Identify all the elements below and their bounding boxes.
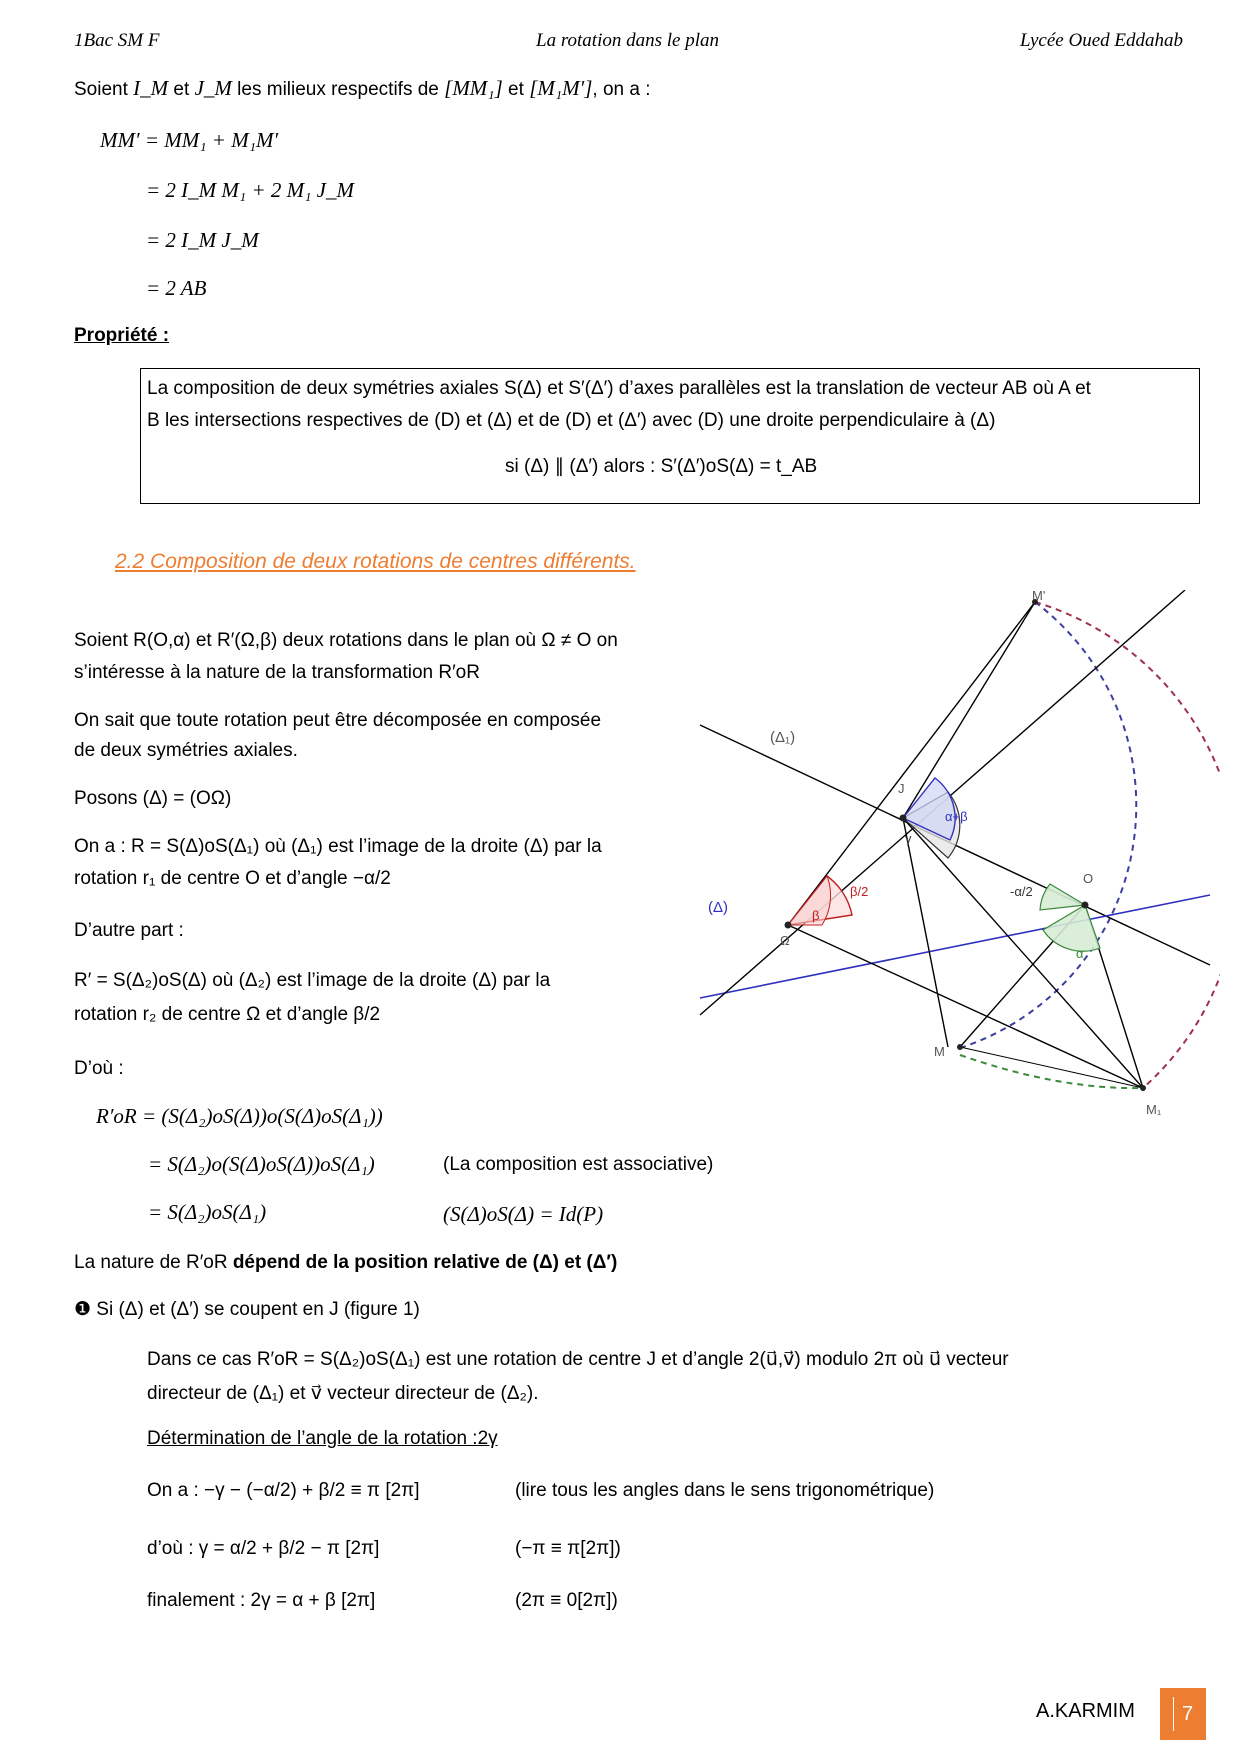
label-delta: (Δ) <box>708 899 729 916</box>
segment-m-m1 <box>960 1047 1143 1088</box>
angle-minus-alpha-half <box>1040 884 1085 910</box>
intro-text: et <box>168 79 195 100</box>
point-j <box>900 815 907 822</box>
label-m1: M₁ <box>1146 1102 1162 1117</box>
label-delta1: (Δ₁) <box>770 729 796 746</box>
relation-3-note: (2π ≡ 0[2π]) <box>515 1590 618 1611</box>
case-1-line-2: directeur de (Δ₁) et v⃗ vecteur directeur de (Δ₂). <box>147 1383 539 1404</box>
point-omega <box>785 922 792 929</box>
para-7: D’où : <box>74 1058 124 1079</box>
angle-beta <box>788 876 831 925</box>
property-title: Propriété : <box>74 325 170 346</box>
intro-math: J_M <box>194 76 232 100</box>
case-1-line-1: Dans ce cas R′oR = S(Δ₂)oS(Δ₁) est une rotation de centre J et d’angle 2(u⃗,v⃗) modulo 2π où u⃗ vecteur <box>147 1349 1009 1370</box>
nature-text: La nature de R′oR <box>74 1252 233 1273</box>
segment-omega-mprime <box>788 602 1035 925</box>
intro-text: , on a : <box>592 79 651 100</box>
label-alpha-beta: α+β <box>945 809 968 824</box>
composition-eq-2: = S(Δ₂)o(S(Δ)oS(Δ))oS(Δ₁) <box>148 1152 375 1176</box>
intro-line <box>74 76 651 101</box>
label-m: M <box>934 1044 945 1059</box>
page-number-box <box>1160 1688 1206 1740</box>
property-formula: si (Δ) ∥ (Δ′) alors : S′(Δ′)oS(Δ) = t_AB <box>505 456 818 477</box>
rotation-figure <box>690 590 1220 1140</box>
equation-4: = 2 AB <box>146 276 207 300</box>
header-right: Lycée Oued Eddahab <box>1020 30 1183 51</box>
para-6-line-2: rotation r₂ de centre Ω et d’angle β/2 <box>74 1004 381 1025</box>
label-alpha: α <box>1076 946 1084 961</box>
intro-math: I_M <box>133 76 169 100</box>
para-4-line-1: On a : R = S(Δ)oS(Δ₁) où (Δ₁) est l’image de la droite (Δ) par la <box>74 836 602 857</box>
label-omega: Ω <box>780 933 790 948</box>
intro-math: [M₁M′] <box>529 76 593 100</box>
composition-eq-3-note: (S(Δ)oS(Δ) = Id(P) <box>443 1202 604 1226</box>
intro-text: et <box>502 79 530 100</box>
section-title: 2.2 Composition de deux rotations de centres différents. <box>115 550 636 573</box>
label-o: O <box>1083 871 1094 886</box>
equation-2: = 2 I_M M₁ + 2 M₁ J_M <box>146 178 354 202</box>
property-line-2: B les intersections respectives de (D) et (Δ) et de (D) et (Δ′) avec (D) une droite perpendiculaire à (Δ) <box>147 410 996 431</box>
composition-eq-1: R′oR = (S(Δ₂)oS(Δ))o(S(Δ)oS(Δ₁)) <box>96 1104 383 1128</box>
relation-3: finalement : 2γ = α + β [2π] <box>147 1590 376 1611</box>
para-2-line-1: On sait que toute rotation peut être décomposée en composée <box>74 710 602 731</box>
line-delta <box>700 895 1210 998</box>
label-gamma: γ <box>905 831 912 846</box>
arc-m-m1 <box>960 1055 1143 1088</box>
composition-eq-3: = S(Δ₂)oS(Δ₁) <box>148 1200 267 1224</box>
intro-math: [MM₁] <box>444 76 503 100</box>
header-title: La rotation dans le plan <box>536 30 719 51</box>
relation-2-note: (−π ≡ π[2π]) <box>515 1538 621 1559</box>
relation-1: On a : −γ − (−α/2) + β/2 ≡ π [2π] <box>147 1480 420 1501</box>
footer-author: A.KARMIM <box>1036 1700 1135 1722</box>
para-1-line-2: s’intéresse à la nature de la transformation R′oR <box>74 662 480 683</box>
relation-2: d’où : γ = α/2 + β/2 − π [2π] <box>147 1538 380 1559</box>
point-o <box>1082 902 1089 909</box>
arc-mprime-m1 <box>1035 602 1220 1088</box>
nature-line <box>74 1252 617 1274</box>
point-m1 <box>1140 1085 1146 1091</box>
property-line-1: La composition de deux symétries axiales S(Δ) et S′(Δ′) d’axes parallèles est la translation de vecteur AB où A et <box>147 378 1091 399</box>
composition-eq-2-note: (La composition est associative) <box>443 1154 714 1175</box>
label-minus-alpha-half: -α/2 <box>1010 884 1033 899</box>
para-4-line-2: rotation r₁ de centre O et d’angle −α/2 <box>74 868 391 889</box>
segment-j-mprime <box>903 602 1035 818</box>
para-6-line-1: R′ = S(Δ₂)oS(Δ) où (Δ₂) est l’image de la droite (Δ) par la <box>74 970 551 991</box>
point-m <box>957 1044 963 1050</box>
label-beta: β <box>812 908 820 923</box>
page-number: 7 <box>1173 1697 1193 1731</box>
angle-determination-title: Détermination de l’angle de la rotation :2γ <box>147 1428 498 1449</box>
para-5: D’autre part : <box>74 920 184 941</box>
equation-1: MM′ = MM₁ + M₁M′ <box>100 128 279 152</box>
intro-text: Soient <box>74 79 134 100</box>
label-beta-half: β/2 <box>850 884 869 899</box>
case-1: ❶ Si (Δ) et (Δ′) se coupent en J (figure 1) <box>74 1299 420 1320</box>
equation-3: = 2 I_M J_M <box>146 228 259 252</box>
para-2-line-2: de deux symétries axiales. <box>74 740 298 761</box>
label-j: J <box>898 781 905 796</box>
angle-alpha <box>1043 905 1100 951</box>
para-3: Posons (Δ) = (OΩ) <box>74 788 232 809</box>
label-mprime: M' <box>1032 590 1046 603</box>
header-left: 1Bac SM F <box>74 30 160 51</box>
intro-text: les milieux respectifs de <box>231 79 445 100</box>
nature-bold: dépend de la position relative de (Δ) et (Δ′) <box>232 1252 618 1273</box>
para-1-line-1: Soient R(O,α) et R′(Ω,β) deux rotations dans le plan où Ω ≠ O on <box>74 630 618 651</box>
relation-1-note: (lire tous les angles dans le sens trigonométrique) <box>515 1480 935 1501</box>
